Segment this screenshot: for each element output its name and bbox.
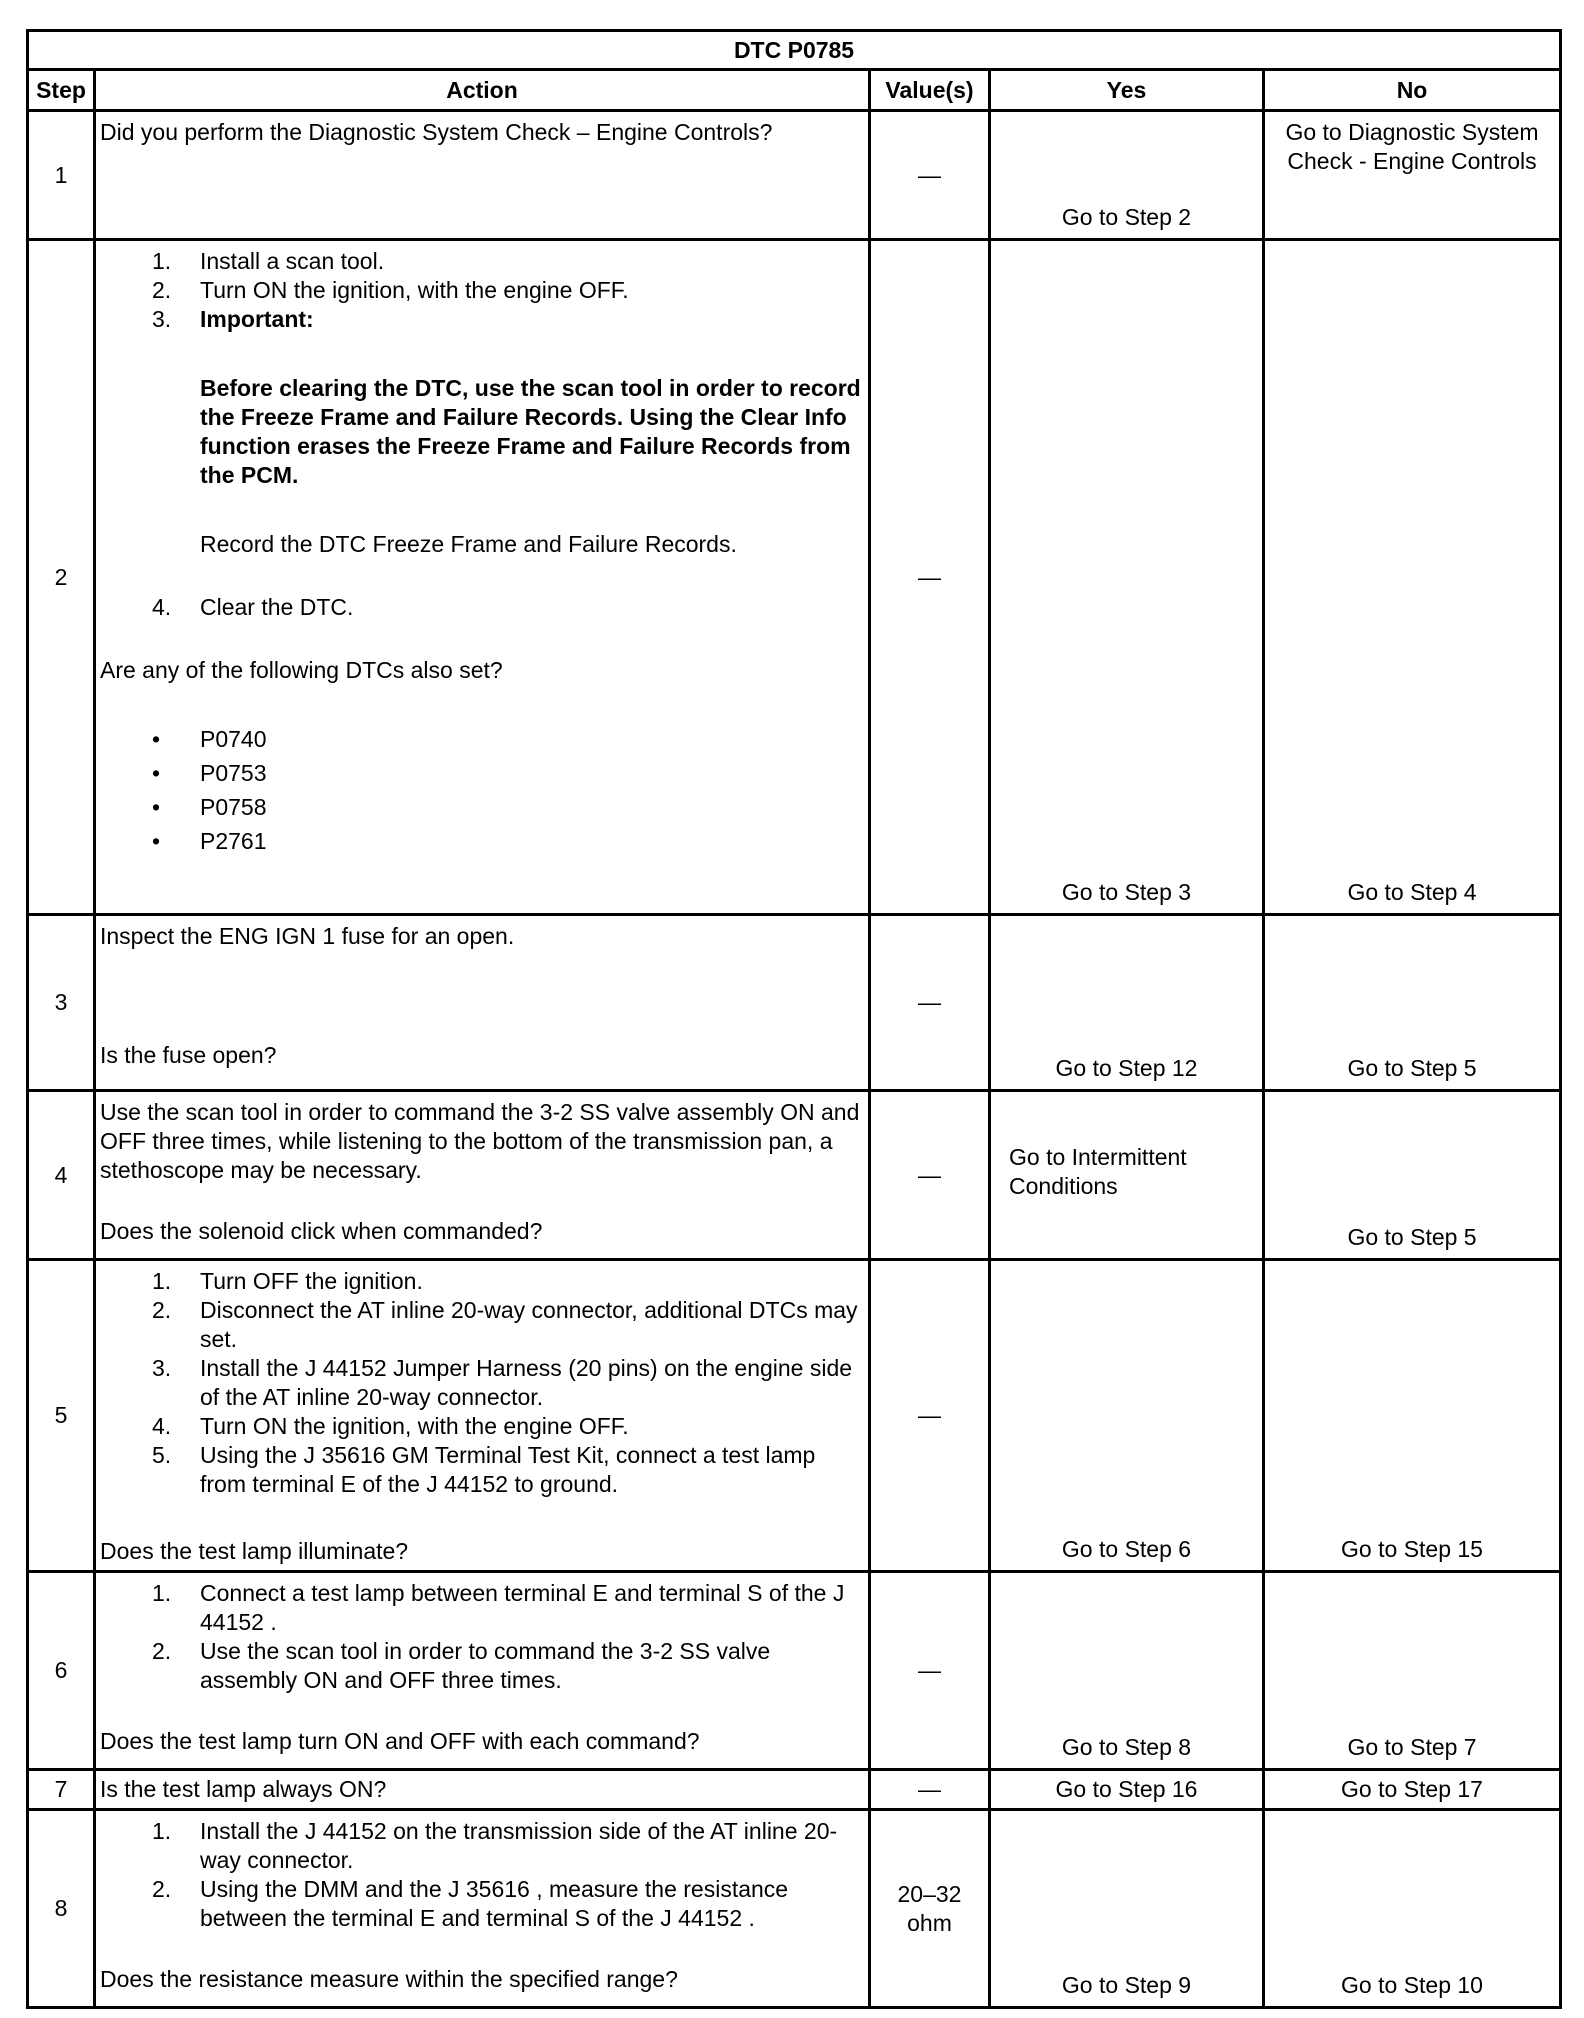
step-number: 1 — [28, 111, 95, 240]
table-row — [28, 240, 1561, 915]
step-number: 8 — [28, 1810, 95, 2008]
no-link[interactable]: Go to Step 17 — [1264, 1770, 1561, 1810]
header-values: Value(s) — [870, 70, 990, 111]
step-action — [95, 1572, 870, 1770]
list-item: 2. Turn ON the ignition, with the engine OFF. — [152, 277, 629, 303]
action-steps — [100, 1579, 862, 1695]
list-item: 2. Disconnect the AT inline 20-way connector, additional DTCs may set. — [152, 1297, 858, 1352]
step-number: 6 — [28, 1572, 95, 1770]
yes-link[interactable]: Go to Intermittent Conditions — [990, 1091, 1264, 1260]
step-number: 2 — [28, 240, 95, 915]
step-value: — — [870, 915, 990, 1091]
table-row — [28, 1810, 1561, 2008]
list-item: 1. Install a scan tool. — [152, 248, 385, 274]
step-action — [95, 915, 870, 1091]
step-value: — — [870, 111, 990, 240]
action-question: Is the fuse open? — [100, 1042, 277, 1068]
header-action: Action — [95, 70, 870, 111]
no-link[interactable]: Go to Step 5 — [1264, 915, 1561, 1091]
step-action — [95, 1260, 870, 1572]
no-link[interactable]: Go to Step 15 — [1264, 1260, 1561, 1572]
table-title: DTC P0785 — [28, 31, 1561, 70]
action-steps — [100, 247, 862, 622]
action-question: Does the resistance measure within the specified range? — [100, 1966, 678, 1992]
step-action — [95, 1091, 870, 1260]
step-value: 20–32 ohm — [870, 1810, 990, 2008]
action-question: Are any of the following DTCs also set? — [100, 657, 503, 683]
step-number: 7 — [28, 1770, 95, 1810]
no-link[interactable]: Go to Step 4 — [1264, 240, 1561, 915]
action-question: Did you perform the Diagnostic System Check – Engine Controls? — [100, 119, 773, 145]
yes-link[interactable]: Go to Step 8 — [990, 1572, 1264, 1770]
action-question: Is the test lamp always ON? — [100, 1776, 387, 1802]
no-link[interactable]: Go to Step 7 — [1264, 1572, 1561, 1770]
yes-link[interactable]: Go to Step 12 — [990, 915, 1264, 1091]
list-item: 1. Connect a test lamp between terminal E and terminal S of the J 44152 . — [152, 1580, 845, 1635]
action-question: Does the test lamp turn ON and OFF with each command? — [100, 1728, 700, 1754]
step-number: 4 — [28, 1091, 95, 1260]
action-question: Does the solenoid click when commanded? — [100, 1218, 543, 1244]
table-row — [28, 1091, 1561, 1260]
step-value: — — [870, 240, 990, 915]
yes-link[interactable]: Go to Step 2 — [990, 111, 1264, 240]
list-item: 2. Use the scan tool in order to command the 3-2 SS valve assembly ON and OFF three times. — [152, 1638, 771, 1693]
step-number: 3 — [28, 915, 95, 1091]
important-note: Before clearing the DTC, use the scan tool in order to record the Freeze Frame and Failure Records. Using the Clear Info function erases the Freeze Frame and Failure Records from the PCM. — [200, 375, 861, 488]
important-label: Important: — [200, 306, 314, 332]
step-value: — — [870, 1260, 990, 1572]
list-item: 4. Clear the DTC. — [152, 594, 354, 620]
no-link[interactable]: Go to Diagnostic System Check - Engine Controls — [1264, 111, 1561, 240]
step-action — [95, 1810, 870, 2008]
step-action — [95, 1770, 870, 1810]
list-item: 1. Install the J 44152 on the transmission side of the AT inline 20-way connector. — [152, 1818, 838, 1873]
dtc-list — [100, 725, 862, 861]
table-row — [28, 1770, 1561, 1810]
header-no: No — [1264, 70, 1561, 111]
list-item: • P0753 — [152, 760, 267, 786]
list-item: 3. Install the J 44152 Jumper Harness (20 pins) on the engine side of the AT inline 20-way connector. — [152, 1355, 853, 1410]
action-steps — [100, 1267, 862, 1499]
list-item: 5. Using the J 35616 GM Terminal Test Kit, connect a test lamp from terminal E of the J 44152 to ground. — [152, 1442, 816, 1497]
list-item: 2. Using the DMM and the J 35616 , measure the resistance between the terminal E and terminal S of the J 44152 . — [152, 1876, 789, 1931]
no-link[interactable]: Go to Step 10 — [1264, 1810, 1561, 2008]
header-yes: Yes — [990, 70, 1264, 111]
list-item: • P2761 — [152, 828, 267, 854]
yes-link[interactable]: Go to Step 6 — [990, 1260, 1264, 1572]
step-value: — — [870, 1770, 990, 1810]
action-text: Use the scan tool in order to command the 3-2 SS valve assembly ON and OFF three times, while listening to the bottom of the transmission pan, a stethoscope may be necessary. — [100, 1099, 860, 1183]
action-question: Does the test lamp illuminate? — [100, 1538, 409, 1564]
yes-link[interactable]: Go to Step 9 — [990, 1810, 1264, 2008]
diagnostic-table — [26, 29, 1562, 2009]
step-value: — — [870, 1091, 990, 1260]
step-action — [95, 111, 870, 240]
header-step: Step — [28, 70, 95, 111]
list-item: 3. Important: Before clearing the DTC, use the scan tool in order to record the Freeze Frame and Failure Records. Using the Clear Info function erases the Freeze Frame and Failure Records from the PCM. Record the DTC Freeze Frame and Failure Records. — [152, 306, 861, 557]
record-instruction: Record the DTC Freeze Frame and Failure Records. — [200, 531, 737, 557]
table-row — [28, 1572, 1561, 1770]
step-action — [95, 240, 870, 915]
yes-link[interactable]: Go to Step 16 — [990, 1770, 1264, 1810]
table-row — [28, 915, 1561, 1091]
step-number: 5 — [28, 1260, 95, 1572]
list-item: • P0758 — [152, 794, 267, 820]
step-value: — — [870, 1572, 990, 1770]
no-link[interactable]: Go to Step 5 — [1264, 1091, 1561, 1260]
table-row — [28, 111, 1561, 240]
action-steps — [100, 1817, 862, 1933]
list-item: • P0740 — [152, 726, 267, 752]
list-item: 4. Turn ON the ignition, with the engine OFF. — [152, 1413, 629, 1439]
yes-link[interactable]: Go to Step 3 — [990, 240, 1264, 915]
list-item: 1. Turn OFF the ignition. — [152, 1268, 423, 1294]
table-row — [28, 1260, 1561, 1572]
action-text: Inspect the ENG IGN 1 fuse for an open. — [100, 923, 515, 949]
